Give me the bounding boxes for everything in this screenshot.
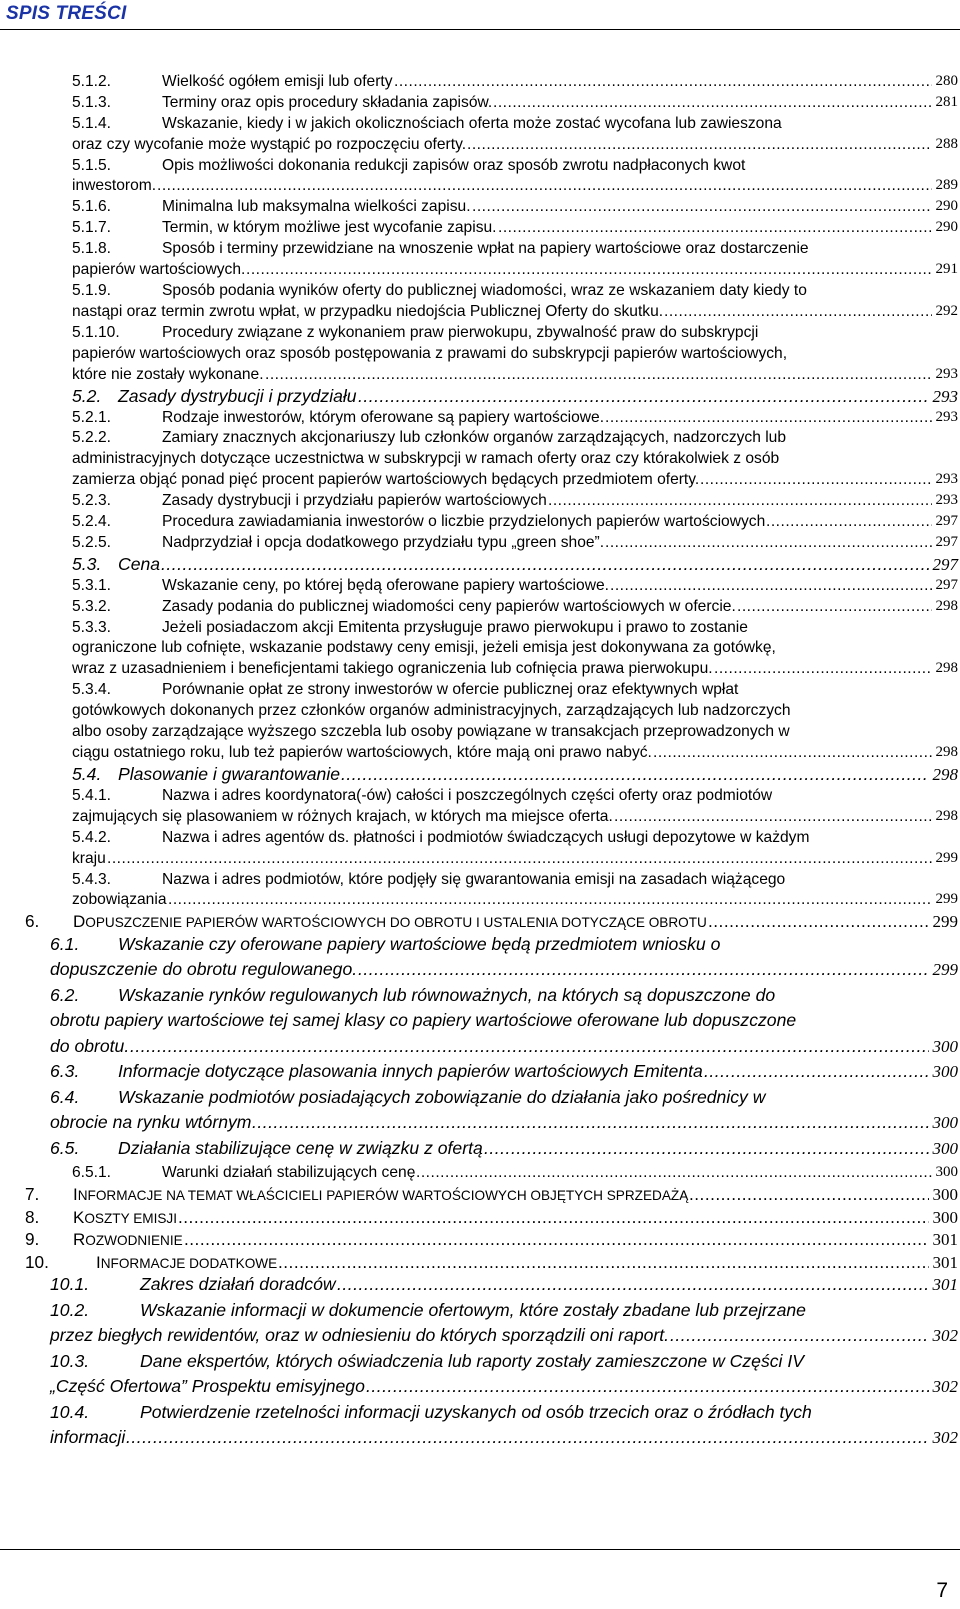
toc-entry-title-continued: zobowiązania — [72, 891, 167, 909]
toc-entry-page: 301 — [932, 1252, 958, 1272]
toc-entry-title-continued: papierów wartościowych. — [72, 261, 246, 279]
toc-entry-page: 299 — [935, 891, 958, 908]
toc-dot-leader — [548, 493, 932, 513]
toc-entry-title — [73, 1186, 688, 1203]
toc-entry-title: Wskazanie, kiedy i w jakich okolicznościach oferta może zostać wycofana lub zawieszona — [162, 114, 782, 132]
toc-dot-leader — [653, 745, 932, 765]
toc-dot-leader — [126, 1429, 929, 1449]
toc-entry-page: 302 — [932, 1326, 958, 1346]
toc-entry-page: 280 — [935, 73, 958, 89]
toc-entry-page: 300 — [932, 1113, 958, 1133]
toc-entry-title: Dane ekspertów, których oświadczenia lub raporty zostały zamieszczone w Części IV — [140, 1350, 804, 1371]
toc-dot-leader — [184, 1231, 929, 1251]
toc-entry-number: 5.1.3. — [72, 93, 112, 111]
toc-entry-page: 293 — [935, 408, 958, 425]
toc-entry-title: Wskazanie informacji w dokumencie ofertowym, które zostały zbadane lub przejrzane — [140, 1299, 806, 1320]
toc-entry-number: 6.2. — [50, 984, 80, 1005]
toc-entry-title: Termin, w którym możliwe jest wycofanie zapisu. — [162, 219, 497, 237]
toc-entry-title-continued: ciągu ostatniego roku, lub też papierów wartościowych, które mają oni prawo nabyć. — [72, 743, 652, 761]
toc-entry-page: 298 — [935, 743, 958, 760]
toc-entry-title-continued: informacji — [50, 1427, 126, 1448]
toc-entry-page: 297 — [935, 576, 958, 593]
toc-entry-number: 10.2. — [50, 1299, 90, 1320]
toc-heading: SPIS TREŚCI — [6, 3, 127, 24]
toc-entry-title: Plasowanie i gwarantowanie — [118, 763, 341, 784]
toc-entry-number: 5.1.8. — [72, 240, 112, 258]
toc-entry-title: Nazwa i adres agentów ds. płatności i podmiotów świadczących usługi depozytowe w każdym — [162, 828, 810, 846]
toc-dot-leader — [605, 535, 932, 555]
toc-entry-title-continued: nastąpi oraz termin zwrotu wpłat, w przypadku niedojścia Publicznej Oferty do skutku. — [72, 302, 664, 320]
toc-entry-number: 10.1. — [50, 1274, 90, 1295]
toc-entry-page: 293 — [935, 365, 958, 382]
toc-dot-leader — [605, 410, 932, 430]
toc-entry-page: 301 — [932, 1275, 958, 1295]
toc-entry-number: 10.4. — [50, 1401, 90, 1422]
toc-entry-number: 5.3. — [72, 553, 102, 574]
toc-entry-number: 5.2.4. — [72, 513, 112, 530]
toc-entry-number: 5.2.3. — [72, 492, 112, 510]
toc-entry-page: 290 — [935, 198, 958, 215]
toc-entry-page: 297 — [932, 554, 958, 574]
toc-entry-number: 5.4.2. — [72, 828, 112, 846]
toc-entry-number: 5.3.1. — [72, 576, 112, 594]
toc-entry-page: 290 — [935, 219, 958, 236]
toc-entry-title: Zakres działań doradców — [140, 1274, 336, 1295]
toc-dot-leader — [168, 892, 932, 912]
toc-entry-title-continued: do obrotu. — [50, 1035, 130, 1056]
toc-entry-title-rest: OSZTY EMISJI — [84, 1210, 177, 1226]
toc-entry-page: 281 — [935, 93, 958, 110]
toc-dot-leader — [278, 1254, 929, 1274]
toc-entry-title: Opis możliwości dokonania redukcji zapisów oraz sposób zwrotu nadpłaconych kwot — [162, 156, 746, 174]
toc-entry-title-continued: które nie zostały wykonane. — [72, 365, 264, 383]
toc-entry-title-initial: I — [73, 1185, 78, 1205]
toc-entry-page: 299 — [932, 960, 958, 980]
toc-dot-leader — [341, 766, 929, 786]
toc-dot-leader — [484, 1140, 929, 1160]
toc-dot-leader — [252, 1114, 929, 1134]
toc-entry-number: 6.5.1. — [72, 1164, 112, 1182]
toc-entry-title: Jeżeli posiadaczom akcji Emitenta przysługuje prawo pierwokupu i prawo to zostanie — [162, 618, 748, 636]
toc-entry-number: 8. — [25, 1206, 40, 1227]
toc-dot-leader — [766, 514, 932, 534]
toc-entry-title: Wielkość ogółem emisji lub oferty — [162, 73, 393, 90]
toc-entry-title-continued: przez biegłych rewidentów, oraz w odniesieniu do których sporządzili oni raport. — [50, 1325, 670, 1346]
toc-entry-page: 298 — [935, 597, 958, 614]
toc-entry-number: 5.1.6. — [72, 198, 112, 216]
toc-entry-title: Procedury związane z wykonaniem praw pierwokupu, zbywalność praw do subskrypcji — [162, 323, 759, 341]
toc-entry-title-rest: NFORMACJE NA TEMAT WŁAŚCICIELI PAPIERÓW WARTOŚCIOWYCH OBJĘTYCH SPRZEDAŻĄ — [77, 1188, 689, 1204]
toc-entry-page: 300 — [935, 1164, 958, 1181]
toc-entry-number: 5.1.10. — [72, 323, 120, 341]
toc-entry-number: 6.3. — [50, 1061, 80, 1082]
toc-entry-page: 293 — [935, 492, 958, 509]
toc-entry-page: 300 — [932, 1207, 958, 1227]
toc-entry-number: 5.3.2. — [72, 597, 112, 615]
toc-entry-title-continued: albo osoby zarządzające wyższego szczebla lub osoby powiązane w transakcjach przeprowadzonych w — [72, 723, 790, 741]
toc-entry-title: Procedura zawiadamiania inwestorów o liczbie przydzielonych papierów wartościowych — [162, 513, 766, 530]
toc-dot-leader — [394, 74, 932, 94]
toc-entry-title: Cena — [118, 553, 161, 574]
toc-entry-title — [73, 1231, 183, 1248]
toc-dot-leader — [107, 851, 932, 871]
document-header — [0, 0, 960, 30]
toc-entry-title: Nazwa i adres podmiotów, które podjęły się gwarantowania emisji na zasadach wiążącego — [162, 870, 786, 888]
toc-entry-number: 6.4. — [50, 1086, 80, 1107]
toc-entry-page: 293 — [932, 386, 958, 406]
toc-entry-title-continued: kraju — [72, 849, 106, 867]
toc-entry-title-continued: zamierza objąć ponad pięć procent papierów wartościowych będących przedmiotem oferty. — [72, 471, 700, 489]
toc-entry-title: Wskazanie podmiotów posiadających zobowiązanie do działania jako pośrednicy w — [118, 1086, 766, 1107]
toc-entry-title: Wskazanie rynków regulowanych lub równoważnych, na których są dopuszczone do — [118, 984, 776, 1005]
toc-entry-page: 298 — [935, 807, 958, 824]
toc-entry-title-rest: OZWODNIENIE — [85, 1233, 183, 1249]
toc-entry-number: 7. — [25, 1184, 40, 1205]
toc-dot-leader — [358, 388, 929, 408]
toc-entry-page: 300 — [932, 1138, 958, 1158]
toc-entry-number: 5.2. — [72, 385, 102, 406]
toc-entry-page: 297 — [935, 513, 958, 529]
footer-divider — [0, 1549, 960, 1550]
toc-dot-leader — [358, 961, 929, 981]
toc-dot-leader — [467, 137, 932, 157]
toc-entry-number: 5.3.3. — [72, 618, 112, 636]
toc-entry-number: 5.1.4. — [72, 114, 112, 132]
toc-entry-number: 9. — [25, 1229, 40, 1250]
toc-entry-page: 298 — [935, 660, 958, 677]
page-number: 7 — [936, 1579, 948, 1602]
toc-entry-title: Minimalna lub maksymalna wielkości zapisu. — [162, 198, 471, 216]
toc-entry-title-rest: NFORMACJE DODATKOWE — [100, 1255, 278, 1271]
toc-dot-leader — [704, 1063, 929, 1083]
header-divider — [0, 29, 960, 30]
toc-entry-page: 302 — [932, 1428, 958, 1448]
toc-entry-title-continued: „Część Ofertowa” Prospektu emisyjnego — [50, 1376, 365, 1397]
toc-entry-title: Terminy oraz opis procedury składania zapisów. — [162, 93, 493, 111]
toc-dot-leader — [157, 178, 932, 198]
toc-entry-number: 5.2.1. — [72, 408, 112, 426]
toc-entry-number: 6. — [25, 911, 40, 932]
toc-entry-page: 291 — [935, 261, 958, 278]
toc-entry-number: 5.4.1. — [72, 786, 112, 804]
toc-dot-leader — [130, 1038, 929, 1058]
toc-dot-leader — [737, 599, 932, 619]
toc-entry-number: 6.1. — [50, 933, 80, 954]
toc-entry-number: 5.1.2. — [72, 73, 112, 90]
toc-dot-leader — [498, 220, 932, 240]
toc-entry-title-continued: oraz czy wycofanie może wystąpić po rozpoczęciu oferty. — [72, 135, 467, 153]
toc-entry-number: 5.1.7. — [72, 219, 112, 237]
toc-entry-title: Sposób podania wyników oferty do publicznej wiadomości, wraz ze wskazaniem daty kiedy to — [162, 282, 807, 299]
toc-entry-title: Porównanie opłat ze strony inwestorów w ofercie publicznej oraz efektywnych wpłat — [162, 681, 739, 699]
toc-entry-title: Rodzaje inwestorów, którym oferowane są papiery wartościowe. — [162, 408, 605, 426]
toc-entry-title: Nadprzydział i opcja dodatkowego przydziału typu „green shoe”. — [162, 533, 605, 551]
toc-entry-number: 10. — [25, 1251, 49, 1272]
toc-dot-leader — [337, 1276, 929, 1296]
toc-entry-title-continued: papierów wartościowych oraz sposób postępowania z prawami do subskrypcji papierów wartościowych, — [72, 344, 788, 362]
toc-dot-leader — [714, 661, 932, 681]
toc-entry-page: 300 — [932, 1185, 958, 1205]
toc-entry-number: 5.1.9. — [72, 282, 112, 299]
toc-entry-number: 5.2.2. — [72, 429, 112, 447]
toc-entry-number: 5.3.4. — [72, 681, 112, 699]
toc-entry-title-continued: obrotu papiery wartościowe tej samej klasy co papiery wartościowe oferowane lub dopuszczone — [50, 1010, 797, 1031]
toc-entry-page: 299 — [935, 849, 958, 866]
toc-entry-number: 5.4.3. — [72, 870, 112, 888]
toc-entry-title-continued: obrocie na rynku wtórnym — [50, 1112, 252, 1133]
toc-entry-title: Warunki działań stabilizujących cenę — [162, 1164, 416, 1182]
toc-entry-title: Sposób i terminy przewidziane na wnoszenie wpłat na papiery wartościowe oraz dostarczenie — [162, 240, 809, 258]
toc-entry-page: 289 — [935, 177, 958, 194]
toc-entry-title-initial: D — [73, 912, 86, 932]
toc-entry-page: 293 — [935, 471, 958, 488]
toc-entry-title: Wskazanie czy oferowane papiery wartościowe będą przedmiotem wniosku o — [118, 933, 721, 954]
toc-entry-title: Zamiary znacznych akcjonariuszy lub członków organów zarządzających, nadzorczych lub — [162, 429, 787, 447]
toc-entry-page: 298 — [932, 764, 958, 784]
toc-entry-title — [73, 913, 707, 930]
toc-entry-title — [73, 1209, 177, 1226]
toc-entry-title-continued: administracyjnych dotyczące uczestnictwa w subskrypcji w ramach oferty oraz czy którakolwiek z osób — [72, 450, 780, 468]
toc-entry-number: 10.3. — [50, 1350, 90, 1371]
toc-dot-leader — [472, 199, 932, 219]
toc-dot-leader — [178, 1209, 929, 1229]
toc-entry-title: Zasady podania do publicznej wiadomości ceny papierów wartościowych w ofercie. — [162, 597, 736, 615]
toc-dot-leader — [664, 304, 932, 324]
toc-dot-leader — [614, 809, 932, 829]
toc-entry-title: Nazwa i adres koordynatora(-ów) całości i poszczególnych części oferty oraz podmiotów — [162, 786, 773, 804]
toc-entry-page: 302 — [932, 1377, 958, 1397]
toc-entry-title: Informacje dotyczące plasowania innych papierów wartościowych Emitenta — [118, 1061, 703, 1082]
toc-entry-title-initial: R — [73, 1230, 86, 1250]
toc-entry-number: 5.2.5. — [72, 533, 112, 551]
toc-dot-leader — [708, 913, 929, 933]
toc-entry-page: 288 — [935, 135, 958, 152]
toc-entry-title-continued: dopuszczenie do obrotu regulowanego. — [50, 959, 358, 980]
toc-entry-title-continued: ograniczone lub cofnięte, wskazanie podstawy ceny emisji, jeżeli emisja jest dokonywana za gotówkę, — [72, 639, 776, 657]
toc-entry-title-continued: gotówkowych dokonanych przez członków organów administracyjnych, zarządzających lub nadzorczych — [72, 702, 791, 720]
toc-dot-leader — [265, 367, 932, 387]
toc-entry-page: 300 — [932, 1062, 958, 1082]
toc-entry-title: Potwierdzenie rzetelności informacji uzyskanych od osób trzecich oraz o źródłach tych — [140, 1401, 812, 1422]
toc-dot-leader — [670, 1327, 929, 1347]
toc-entry-title-initial: I — [96, 1252, 101, 1272]
toc-entry-title-initial: K — [73, 1207, 85, 1227]
toc-dot-leader — [246, 262, 932, 282]
toc-entry-title: Zasady dystrybucji i przydziału papierów wartościowych — [162, 492, 547, 510]
toc-entry-title — [96, 1254, 277, 1271]
toc-entry-page: 292 — [935, 302, 958, 319]
toc-entry-title-rest: OPUSZCZENIE PAPIERÓW WARTOŚCIOWYCH DO OBROTU I USTALENIA DOTYCZĄCE OBROTU — [85, 915, 707, 931]
toc-entry-title: Działania stabilizujące cenę w związku z ofertą — [118, 1137, 483, 1158]
toc-dot-leader — [493, 95, 932, 115]
toc-entry-page: 299 — [932, 912, 958, 932]
toc-entry-title: Zasady dystrybucji i przydziału — [118, 385, 357, 406]
toc-dot-leader — [161, 556, 929, 576]
toc-entry-number: 6.5. — [50, 1137, 80, 1158]
toc-dot-leader — [700, 472, 932, 492]
toc-entry-title-continued: zajmujących się plasowaniem w różnych krajach, w których ma miejsce oferta. — [72, 807, 613, 825]
toc-entry-page: 297 — [935, 533, 958, 550]
toc-entry-title-continued: inwestorom. — [72, 177, 157, 195]
toc-entry-number: 5.4. — [72, 763, 102, 784]
toc-dot-leader — [366, 1378, 929, 1398]
toc-entry-title-continued: wraz z uzasadnieniem i beneficjentami takiego ograniczenia lub cofnięcia prawa pierwokupu. — [72, 660, 713, 678]
toc-entry-number: 5.1.5. — [72, 156, 112, 174]
toc-entry-page: 300 — [932, 1036, 958, 1056]
toc-dot-leader — [416, 1165, 932, 1185]
toc-dot-leader — [689, 1186, 929, 1206]
toc-entry-page: 301 — [932, 1230, 958, 1250]
toc-entry-title: Wskazanie ceny, po której będą oferowane papiery wartościowe. — [162, 576, 609, 594]
toc-dot-leader — [610, 578, 932, 598]
